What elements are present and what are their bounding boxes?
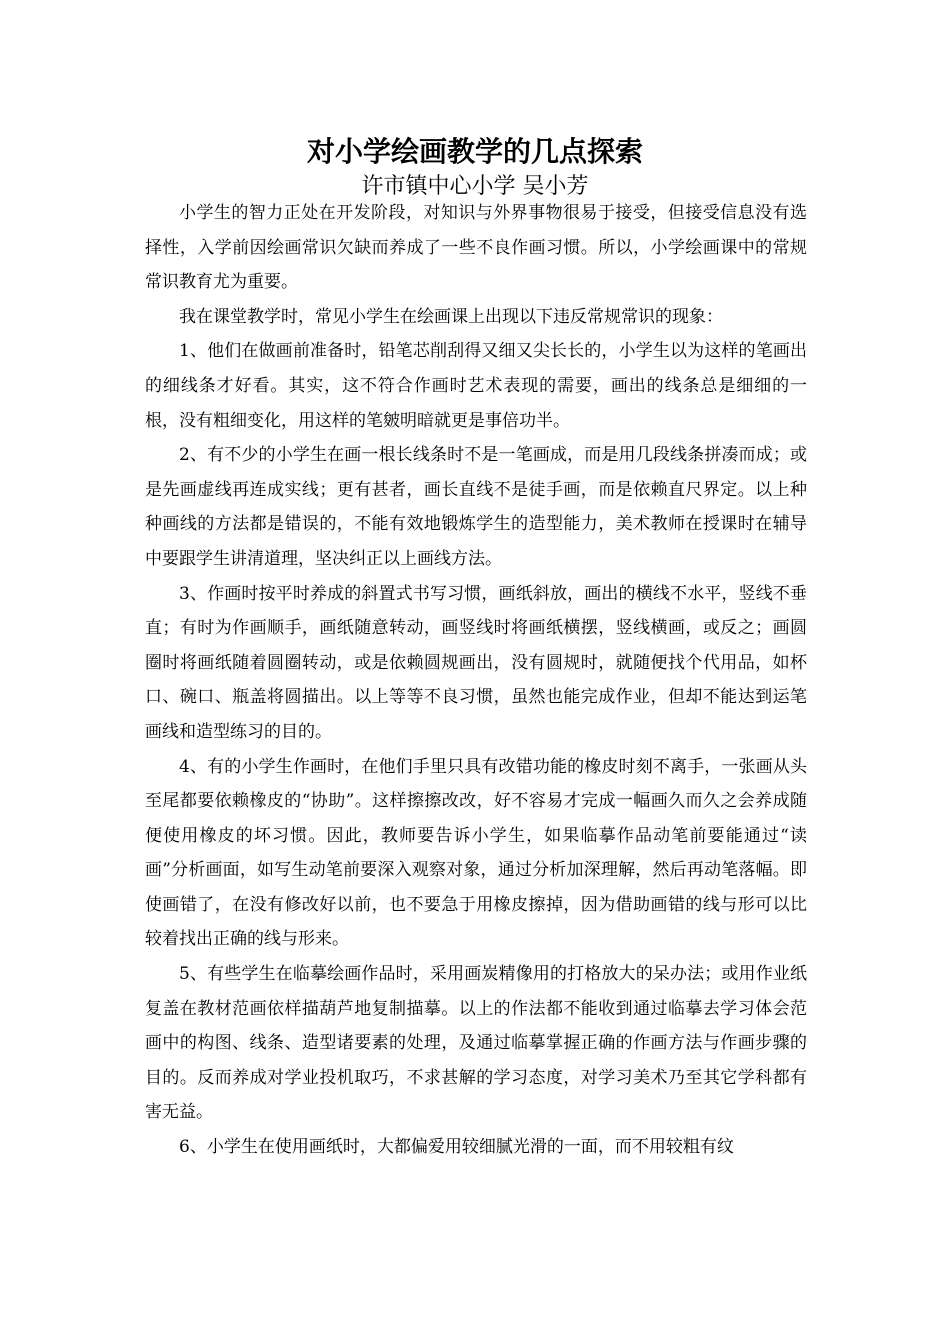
- document-body: [145, 196, 807, 1165]
- paragraph-item-6: 6、小学生在使用画纸时，大都偏爱用较细腻光滑的一面，而不用较粗有纹: [179, 1137, 734, 1158]
- paragraph-item-2: 2、有不少的小学生在画一根长线条时不是一笔画成，而是用几段线条拼凑而成；或是先画虚线再连成实线；更有甚者，画长直线不是徒手画，而是依赖直尺界定。以上种种画线的方法都是错误的，不能有效地锻炼学生的造型能力，美术教师在授课时在辅导中要跟学生讲清道理，坚决纠正以上画线方法。: [145, 445, 807, 569]
- paragraph-intro: 小学生的智力正处在开发阶段，对知识与外界事物很易于接受，但接受信息没有选择性，入学前因绘画常识欠缺而养成了一些不良作画习惯。所以，小学绘画课中的常规常识教育尤为重要。: [145, 203, 807, 293]
- paragraph-item-4: 4、有的小学生作画时，在他们手里只具有改错功能的橡皮时刻不离手，一张画从头至尾都要依赖橡皮的“协助”。这样擦擦改改，好不容易才完成一幅画久而久之会养成随便使用橡皮的坏习惯。因此，教师要告诉小学生，如果临摹作品动笔前要能通过“读画”分析画面，如写生动笔前要深入观察对象，通过分析加深理解，然后再动笔落幅。即使画错了，在没有修改好以前，也不要急于用橡皮擦掉，因为借助画错的线与形可以比较着找出正确的线与形来。: [145, 756, 807, 950]
- paragraph-item-3: 3、作画时按平时养成的斜置式书写习惯，画纸斜放，画出的横线不水平，竖线不垂直；有时为作画顺手，画纸随意转动，画竖线时将画纸横摆，竖线横画，或反之；画圆圈时将画纸随着圆圈转动，或是依赖圆规画出，没有圆规时，就随便找个代用品，如杯口、碗口、瓶盖将圆描出。以上等等不良习惯，虽然也能完成作业，但却不能达到运笔画线和造型练习的目的。: [145, 583, 807, 742]
- document-title: 对小学绘画教学的几点探索: [306, 135, 643, 168]
- paragraph-item-5: 5、有些学生在临摹绘画作品时，采用画炭精像用的打格放大的呆办法；或用作业纸复盖在教材范画依样描葫芦地复制描摹。以上的作法都不能收到通过临摹去学习体会范画中的构图、线条、造型诸要素的处理，及通过临摹掌握正确的作画方法与作画步骤的目的。反而养成对学业投机取巧，不求甚解的学习态度，对学习美术乃至其它学科都有害无益。: [145, 964, 807, 1123]
- paragraph-observation: 我在课堂教学时，常见小学生在绘画课上出现以下违反常规常识的现象：: [179, 306, 723, 327]
- document-author: 许市镇中心小学 吴小芳: [361, 174, 589, 199]
- paragraph-item-1: 1、他们在做画前准备时，铅笔芯削刮得又细又尖长长的，小学生以为这样的笔画出的细线条才好看。其实，这不符合作画时艺术表现的需要，画出的线条总是细细的一根，没有粗细变化，用这样的笔皴明暗就更是事倍功半。: [145, 341, 807, 431]
